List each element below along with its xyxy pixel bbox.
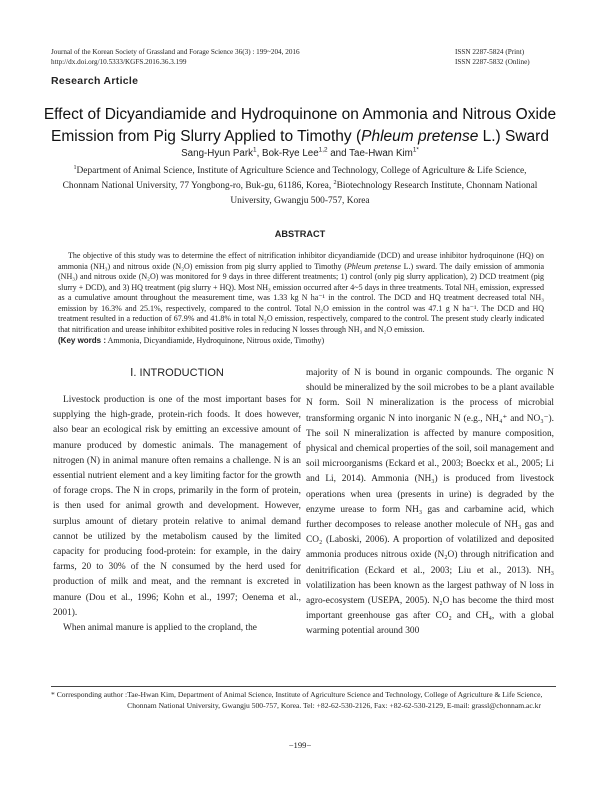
author-affil-mark: 1 [253,146,257,154]
affiliation-1: Department of Animal Science, Institute of Agriculture Science and Technology, College of Agriculture & Life Science, Chonnam National University, 77 Yongbong-ro, Buk-gu, 61186, Korea, [62,166,527,191]
page-number: −199− [288,740,312,750]
species-name: Phleum pretense [361,128,479,145]
affiliation-2: Biotechnology Research Institute, Chonnam National University, Gwangju 500-757, Korea [230,181,538,206]
author-affil-mark: 1* [412,146,419,154]
keywords-label: (Key words : [58,336,107,345]
section-heading-introduction: Ⅰ. INTRODUCTION [130,367,224,379]
keywords [58,336,544,347]
abstract-body [58,251,544,347]
left-column [53,366,301,636]
doi-link[interactable]: http://dx.doi.org/10.5333/KGFS.2016.36.3.199 [51,57,187,66]
right-column [306,366,554,640]
article-type-label: Research Article [51,75,139,87]
journal-citation: Journal of the Korean Society of Grassland and Forage Science 36(3) : 199~204, 2016 [51,48,300,56]
body-paragraph: majority of N is bound in organic compounds. The organic N should be mineralized by the soil microbes to be a plant available N form. Soil N mineralization is the process of microbial transforming organic N into inorganic N (e.g., NH₄⁺ and NO₃⁻). The soil N mineralization is affected by manure composition, physical and chemical properties of the soil, soil management and soil microorganisms (Eckard et al., 2003; Boeckx et al., 2005; Li and Li, 2014). Ammonia (NH₃) is produced from livestock operations when urea (presents in urine) is degraded by the enzyme urease to form NH₃ gas and carbamine acid, which further decomposes to release another molecule of NH₃ gas and CO₂ (Laboski, 2006). A proportion of volatilized and deposited ammonia produces nitrous oxide (N₂O) through nitrification and denitrification (Eckard et al., 2003; Liu et al., 2013). NH₃ volatilization has been known as the largest pathway of N loss in agro-ecosystem (USEPA, 2005). N₂O has become the third most important greenhouse gas after CO₂ and CH₄, with a global warming potential around 300 [306,368,554,637]
issn-online: ISSN 2287-5832 (Online) [455,57,530,66]
abstract-paragraph [58,251,544,335]
title-text-end: L.) Sward [478,128,549,145]
author-separator: , [256,148,263,159]
affil-mark: 1 [73,164,77,171]
author-separator: and [327,148,350,159]
author-name: Sang-Hyun Park [181,148,254,159]
author-affil-mark: 1,2 [318,146,328,154]
author-name: Tae-Hwan Kim [349,148,413,159]
title-text: Emission from Pig Slurry Applied to Timothy ( [51,128,362,145]
affil-mark: 2 [333,179,337,186]
author-name: Bok-Rye Lee [262,148,319,159]
journal-header [51,48,300,67]
footnote-label: * Corresponding author : [51,690,128,699]
footnote-divider [51,686,556,687]
keywords-list: Ammonia, Dicyandiamide, Hydroquinone, Nitrous oxide, Timothy) [106,336,325,345]
abstract-heading: ABSTRACT [274,229,326,239]
article-title [30,104,570,148]
body-paragraph: When animal manure is applied to the cropland, the [63,623,257,634]
body-paragraph: Livestock production is one of the most important bases for supplying the high-grade, protein-rich foods. It does however, also bear an ecological risk by emitting an excessive amount of manure produced by domestic animals. The management of nitrogen (N) in animal manure often remains a challenge. N is an essential nutrient element and a key limiting factor for the growth of forage crops. The N in crops, primarily in the form of protein, is then used for animal growth and development. However, surplus amount of dietary protein relative to animal demand cannot be utilized by the metabolism caused by the limited capacity for producing food-protein: for example, in the dairy farms, 20 to 30% of the N consumed by the herd used for production of milk and meat, and the remnant is excreted in manure (Dou et al., 1996; Kohn et al., 1997; Oenema et al., 2001). [53,395,301,618]
footnote-text: Tae-Hwan Kim, Department of Animal Science, Institute of Agriculture Science and Technology, College of Agriculture & Life Science, Chonnam National University, Gwangju 500-757, Korea. Tel: +82-62-530-2126, Fax: +82-62-530-2129, E-mail: grassl@chonnam.ac.kr [127,690,543,710]
title-line-1: Effect of Dicyandiamide and Hydroquinone on Ammonia and Nitrous Oxide [43,106,557,123]
issn-print: ISSN 2287-5824 (Print) [455,48,525,56]
species-name: Phleum pretense [346,261,401,271]
abstract-text: The objective of this study was to determine the effect of nitrification inhibitor dicyandiamide (DCD) and urease inhibitor hydroquinone (HQ) on ammonia (NH₃) and nitrous oxide (N₂O) emission from pig slurry applied to Timothy ( [58,251,544,271]
affiliations [56,164,544,209]
corresponding-author-footnote [51,690,556,711]
title-line-2 [30,126,570,148]
issn-block [455,48,530,67]
abstract-text-cont: L.) sward. The daily emission of ammonia (NH₃) and nitrous oxide (N₂O) was monitored for 9 days in three different treatments; 1) control (only pig slurry application), 2) DCD treatment (pig slurry + DCD), and 3) HQ treatment (pig slurry + HQ). Most NH₃ emission occurred after 4~5 days in three treatments. Total NH₃ emission, expressed as a cumulative amount throughout the measurement time, was 1.33 kg N ha⁻¹ in the control. The DCD and HQ treatment decreased total NH₃ emission by 16.3% and 25.1%, respectively, compared to the control. Total N₂O emission in the control was 47.1 g N ha⁻¹. The DCD and HQ treatment resulted in a reduction of 67.9% and 41.8% in total N₂O emission, respectively, compared to the control. The present study clearly indicated that nitrification and urease inhibitor exhibited positive roles in reducing N losses through NH₃ and N₂O emission. [58,261,545,334]
author-list [30,148,570,159]
